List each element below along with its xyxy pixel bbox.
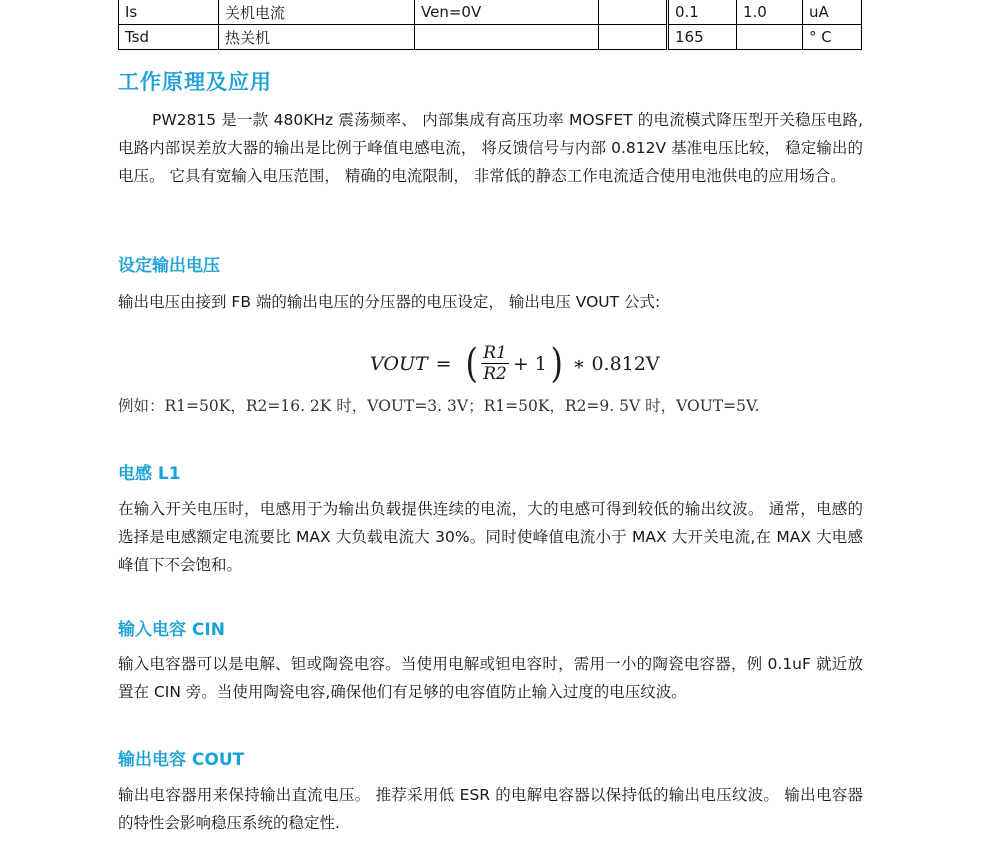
spec-table bbox=[118, 0, 862, 50]
section-heading-cout: 输出电容 COUT bbox=[118, 750, 245, 770]
table-cell-name: 热关机 bbox=[219, 25, 415, 50]
table-cell-symbol: Is bbox=[119, 0, 219, 25]
table-cell-min bbox=[599, 25, 667, 50]
paragraph-principle: PW2815 是一款 480KHz 震荡频率、 内部集成有高压功率 MOSFET 的电流模式降压型开关稳压电路, 电路内部误差放大器的输出是比例于峰值电感电流， 将反馈信号与内部 0.812V 基准电压比较， 稳定输出的电压。 它具有宽输入电压范围， 精确的电流限制， 非常低的静态工作电流适合使用电池供电的应用场合。 bbox=[118, 111, 863, 185]
formula-times-ref: ∗ 0.812V bbox=[572, 352, 660, 375]
formula-paren-close: ) bbox=[550, 340, 563, 387]
table-cell-max bbox=[737, 25, 803, 50]
section-heading-vout: 设定输出电压 bbox=[118, 256, 220, 276]
vout-formula bbox=[370, 340, 660, 387]
table-cell-typ: 0.1 bbox=[669, 0, 737, 25]
formula-fraction bbox=[481, 343, 509, 384]
formula-equals: = bbox=[435, 352, 452, 375]
table-cell-unit: ° C bbox=[803, 25, 862, 50]
table-cell-condition bbox=[415, 25, 599, 50]
formula-denominator: R2 bbox=[483, 364, 507, 384]
formula-paren-open: ( bbox=[465, 340, 478, 387]
formula-numerator: R1 bbox=[483, 343, 507, 363]
paragraph-vout: 输出电压由接到 FB 端的输出电压的分压器的电压设定， 输出电压 VOUT 公式: bbox=[118, 293, 661, 311]
paragraph-inductor: 在输入开关电压时，电感用于为输出负载提供连续的电流，大的电感可得到较低的输出纹波。 通常，电感的选择是电感额定电流要比 MAX 大负载电流大 30%。同时使峰值电流小于 MAX 大开关电流,在 MAX 大电感峰值下不会饱和。 bbox=[118, 500, 863, 574]
table-cell-symbol: Tsd bbox=[119, 25, 219, 50]
formula-paren-group bbox=[464, 340, 565, 387]
table-row bbox=[119, 25, 862, 50]
table-cell-condition: Ven=0V bbox=[415, 0, 599, 25]
formula-lhs: VOUT bbox=[370, 352, 428, 375]
section-heading-inductor: 电感 L1 bbox=[118, 464, 181, 484]
table-cell-typ: 165 bbox=[669, 25, 737, 50]
table-cell-min bbox=[599, 0, 667, 25]
paragraph-cin: 输入电容器可以是电解、钽或陶瓷电容。当使用电解或钽电容时，需用一小的陶瓷电容器，例 0.1uF 就近放置在 CIN 旁。当使用陶瓷电容,确保他们有足够的电容值防止输入过度的电压纹波。 bbox=[118, 655, 863, 701]
section-heading-principle: 工作原理及应用 bbox=[118, 70, 272, 94]
table-row bbox=[119, 0, 862, 25]
table-cell-max: 1.0 bbox=[737, 0, 803, 25]
formula-plus-one: + 1 bbox=[512, 352, 547, 375]
section-heading-cin: 输入电容 CIN bbox=[118, 620, 225, 640]
table-cell-name: 关机电流 bbox=[219, 0, 415, 25]
formula-example: 例如：R1=50K，R2=16. 2K 时，VOUT=3. 3V；R1=50K，R2=9. 5V 时，VOUT=5V. bbox=[118, 397, 760, 415]
table-cell-unit: uA bbox=[803, 0, 862, 25]
paragraph-cout: 输出电容器用来保持输出直流电压。 推荐采用低 ESR 的电解电容器以保持低的输出电压纹波。 输出电容器的特性会影响稳压系统的稳定性. bbox=[118, 786, 863, 832]
